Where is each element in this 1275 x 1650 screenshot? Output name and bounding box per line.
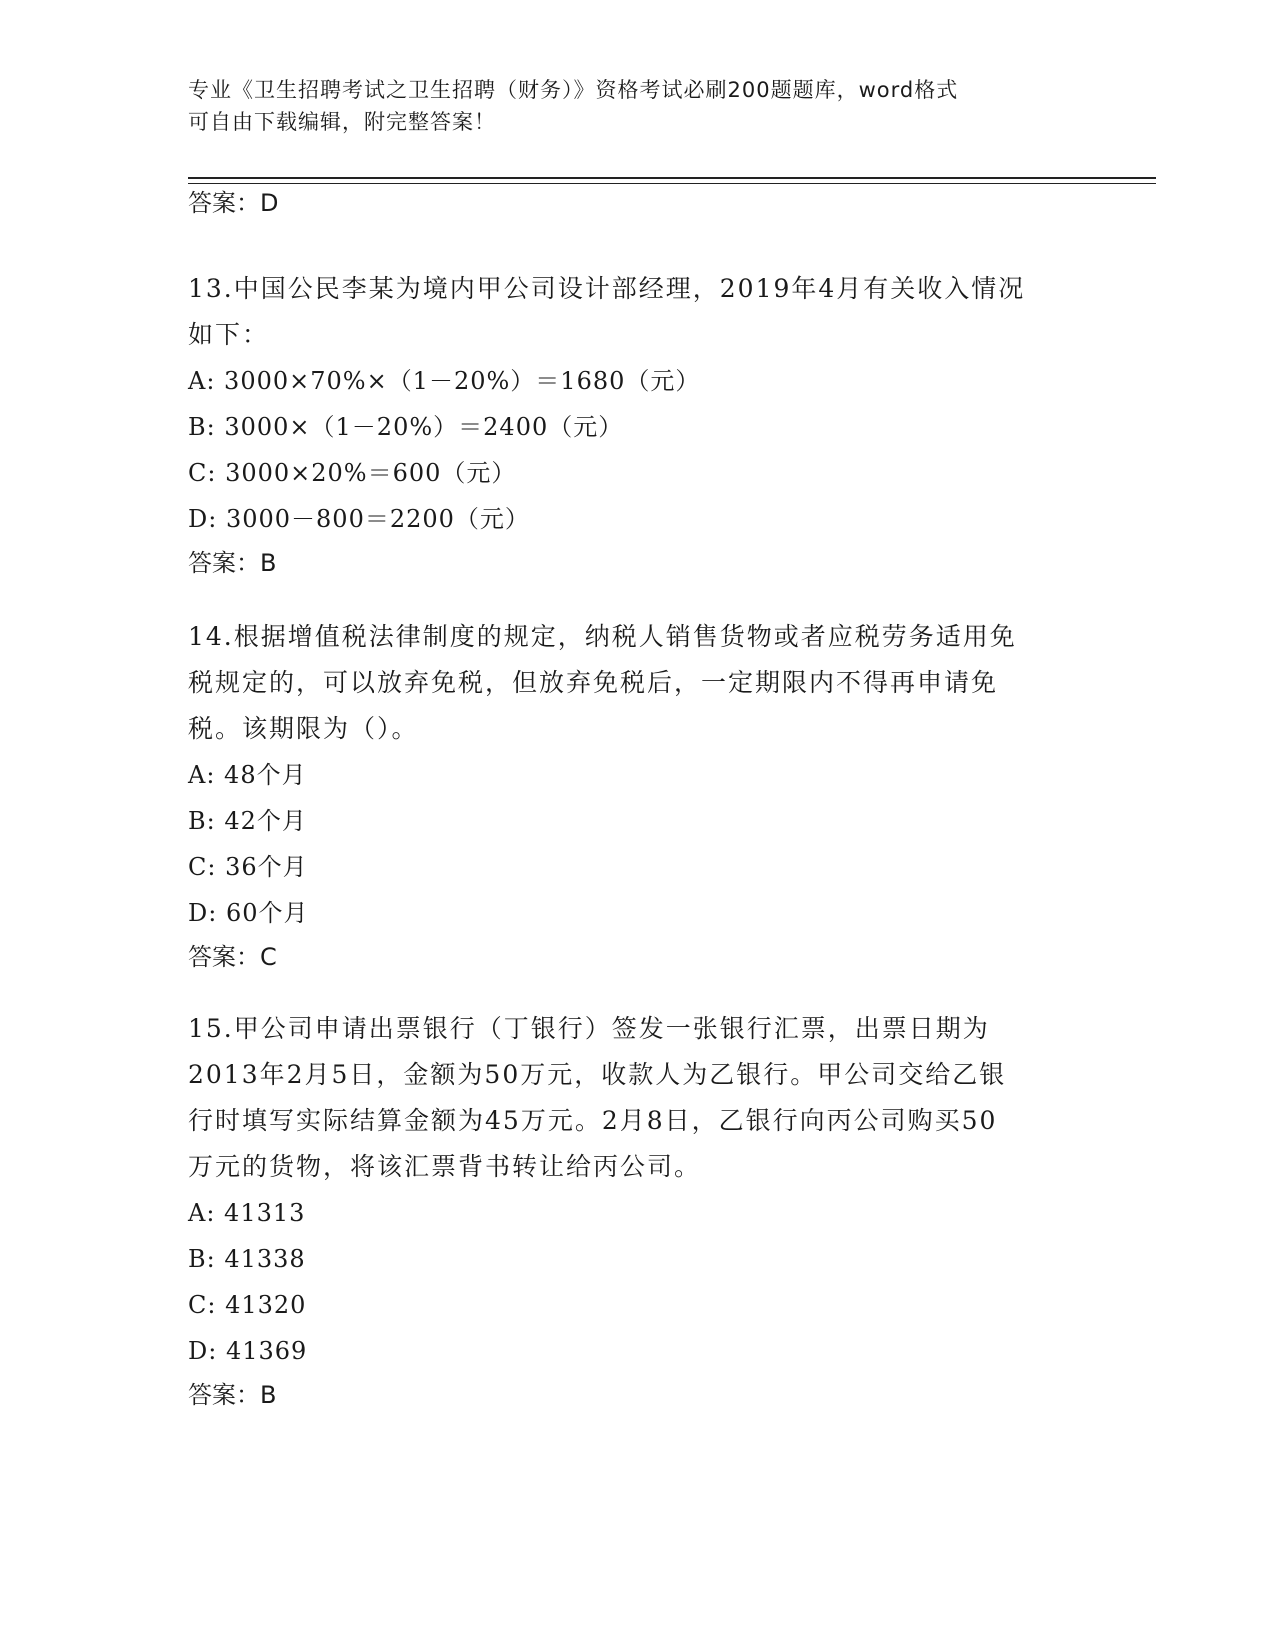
header-divider-thin	[188, 183, 1156, 184]
answer-label: 答案：B	[188, 1381, 277, 1409]
question-text-line: 万元的货物，将该汇票背书转让给丙公司。	[188, 1152, 702, 1181]
question-text-line: 15.甲公司申请出票银行（丁银行）签发一张银行汇票，出票日期为	[188, 1014, 990, 1043]
header-divider-thick	[188, 177, 1156, 179]
option-c: C: 3000×20%＝600（元）	[188, 459, 517, 487]
previous-answer-block	[188, 188, 1088, 218]
question-text-line: 税规定的，可以放弃免税，但放弃免税后，一定期限内不得再申请免	[188, 668, 999, 697]
option-b: B: 3000×（1－20%）＝2400（元）	[188, 413, 624, 441]
option-c: C: 36个月	[188, 853, 308, 881]
option-d: D: 41369	[188, 1337, 308, 1365]
question-text-line: 13.中国公民李某为境内甲公司设计部经理，2019年4月有关收入情况	[188, 274, 1026, 303]
question-14	[188, 614, 1088, 972]
question-15	[188, 1006, 1088, 1410]
answer-label: 答案：B	[188, 549, 277, 577]
question-text-line: 如下：	[188, 320, 270, 349]
option-a: A: 3000×70%×（1－20%）＝1680（元）	[188, 367, 701, 395]
option-d: D: 60个月	[188, 899, 309, 927]
question-text-line: 税。该期限为（）。	[188, 714, 419, 743]
answer-label: 答案：D	[188, 189, 279, 217]
option-a: A: 41313	[188, 1199, 306, 1227]
option-b: B: 41338	[188, 1245, 306, 1273]
question-text-line: 2013年2月5日，金额为50万元，收款人为乙银行。甲公司交给乙银	[188, 1060, 1007, 1089]
document-header	[188, 74, 1088, 138]
answer-label: 答案：C	[188, 943, 277, 971]
question-text-line: 行时填写实际结算金额为45万元。2月8日，乙银行向丙公司购买50	[188, 1106, 998, 1135]
question-13	[188, 266, 1088, 578]
header-line-2: 可自由下载编辑，附完整答案！	[188, 110, 496, 134]
header-line-1: 专业《卫生招聘考试之卫生招聘（财务）》资格考试必刷200题题库，word格式	[188, 78, 959, 102]
option-c: C: 41320	[188, 1291, 307, 1319]
option-a: A: 48个月	[188, 761, 307, 789]
option-b: B: 42个月	[188, 807, 307, 835]
option-d: D: 3000－800＝2200（元）	[188, 505, 530, 533]
question-text-line: 14.根据增值税法律制度的规定，纳税人销售货物或者应税劳务适用免	[188, 622, 1017, 651]
